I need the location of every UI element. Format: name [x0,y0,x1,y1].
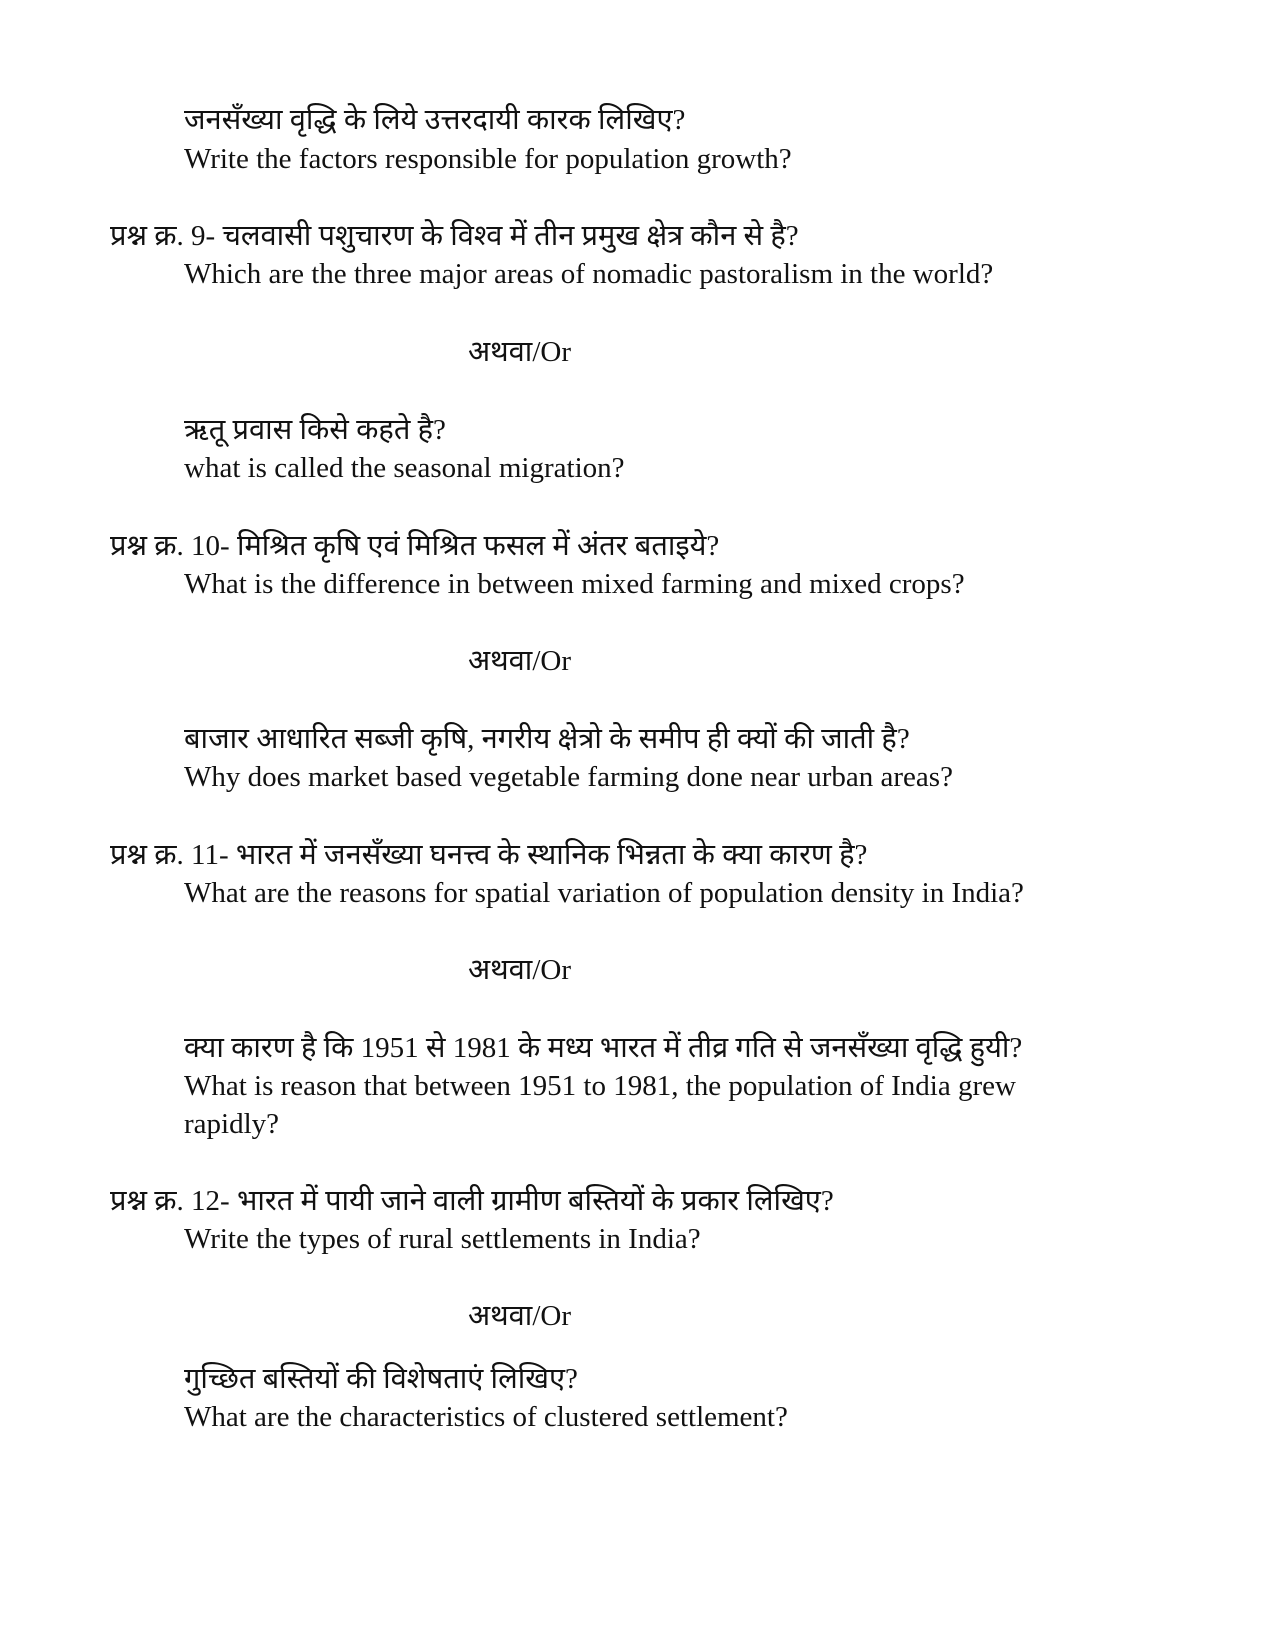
question-10-alt-english: Why does market based vegetable farming done near urban areas? [184,761,953,793]
question-10-english: What is the difference in between mixed farming and mixed crops? [184,568,965,600]
question-12-label: प्रश्न क्र. 12- [110,1185,230,1217]
question-10-hindi: मिश्रित कृषि एवं मिश्रित फसल में अंतर बताइये? [236,530,720,562]
question-9-label: प्रश्न क्र. 9- [110,220,216,252]
question-11-alt-english-line1: What is reason that between 1951 to 1981, the population of India grew [184,1070,1016,1102]
question-10-label: प्रश्न क्र. 10- [110,530,230,562]
question-12-hindi: भारत में पायी जाने वाली ग्रामीण बस्तियों के प्रकार लिखिए? [236,1185,834,1217]
question-9-alt-hindi: ऋतू प्रवास किसे कहते है? [184,414,446,446]
question-12-hindi-line [110,1183,834,1219]
or-text: अथवा/Or [468,645,571,677]
intro-hindi: जनसँख्या वृद्धि के लिये उत्तरदायी कारक लिखिए? [184,104,686,136]
question-12-alt-english: What are the characteristics of clustered settlement? [184,1401,788,1433]
question-9-hindi: चलवासी पशुचारण के विश्व में तीन प्रमुख क्षेत्र कौन से है? [222,220,799,252]
or-text: अथवा/Or [468,954,571,986]
question-9-english: Which are the three major areas of nomadic pastoralism in the world? [184,258,994,290]
or-text: अथवा/Or [468,336,571,368]
question-11-alt-hindi: क्या कारण है कि 1951 से 1981 के मध्य भारत में तीव्र गति से जनसँख्या वृद्धि हुयी? [184,1032,1023,1064]
question-9-alt-english: what is called the seasonal migration? [184,452,625,484]
question-12-alt-hindi: गुच्छित बस्तियों की विशेषताएं लिखिए? [184,1363,578,1395]
intro-english: Write the factors responsible for population growth? [184,143,792,175]
question-11-alt-english-line2: rapidly? [184,1108,280,1140]
question-9-hindi-line [110,218,799,254]
question-11-hindi: भारत में जनसँख्या घनत्त्व के स्थानिक भिन्नता के क्या कारण है? [235,839,868,871]
question-11-english: What are the reasons for spatial variation of population density in India? [184,877,1024,909]
question-12-english: Write the types of rural settlements in India? [184,1223,701,1255]
question-11-label: प्रश्न क्र. 11- [110,839,229,871]
or-text: अथवा/Or [468,1300,571,1332]
question-11-hindi-line [110,837,867,873]
question-10-alt-hindi: बाजार आधारित सब्जी कृषि, नगरीय क्षेत्रो के समीप ही क्यों की जाती है? [184,723,910,755]
question-10-hindi-line [110,528,719,564]
